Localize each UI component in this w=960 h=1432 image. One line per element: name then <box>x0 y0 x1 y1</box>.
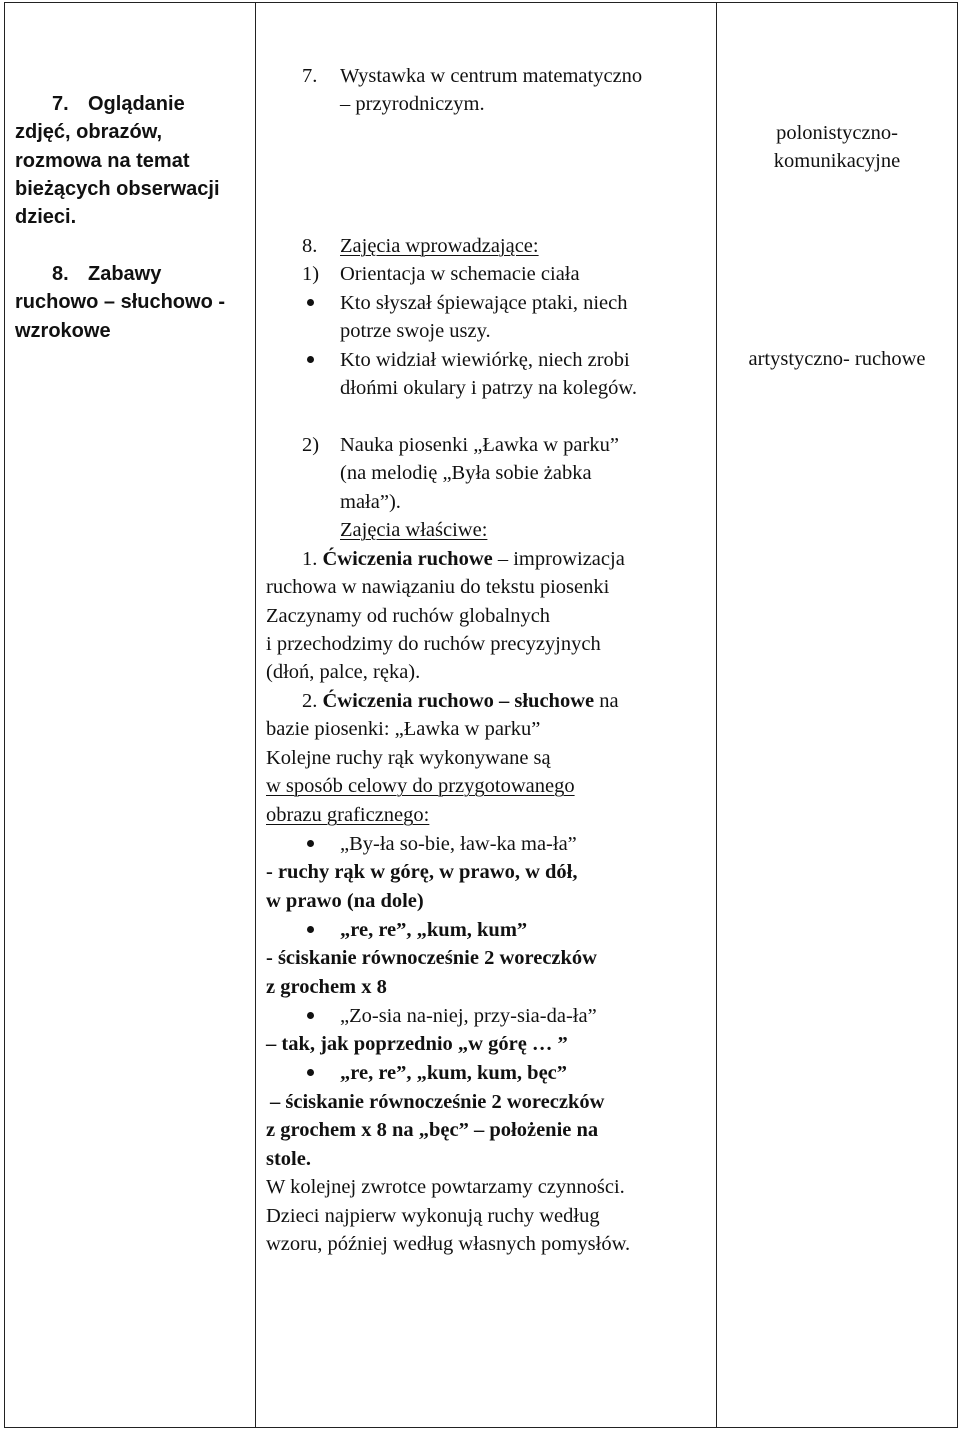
movement-description: z grochem x 8 na „bęc” – położenie na <box>266 1119 599 1141</box>
item-7-line: bieżących obserwacji <box>15 178 220 200</box>
exercise-2-underlined-line: w sposób celowy do przygotowanego <box>266 775 575 797</box>
main-section-title: Zajęcia właściwe: <box>340 519 488 541</box>
song-verse-line: „Zo-sia na-niej, przy-sia-da-ła” <box>340 1005 597 1027</box>
exercise-1-number: 1. <box>302 548 318 570</box>
subpoint-1-number: 1) <box>302 263 320 285</box>
item-8-line: Zabawy <box>88 263 162 285</box>
movement-description: - ściskanie równocześnie 2 woreczków <box>266 947 597 969</box>
movement-description: – ściskanie równocześnie 2 woreczków <box>270 1091 605 1113</box>
item-8-line: ruchowo – słuchowo - <box>15 291 226 313</box>
exercise-2-title: Ćwiczenia ruchowo – słuchowe <box>322 690 595 712</box>
bullet-icon <box>307 299 314 306</box>
item-7-number: 7. <box>52 93 69 115</box>
song-verse-line: „By-ła so-bie, ław-ka ma-ła” <box>340 833 577 855</box>
point-7-line: – przyrodniczym. <box>340 93 485 115</box>
point-7-number: 7. <box>302 65 318 87</box>
educational-area: polonistyczno- <box>776 122 898 144</box>
song-verse-line: „re, re”, „kum, kum” <box>340 919 528 941</box>
table-column-areas <box>716 2 958 1428</box>
movement-description: – tak, jak poprzednio „w górę … ” <box>266 1033 568 1055</box>
bullet-line: potrze swoje uszy. <box>340 320 491 342</box>
table-bottom-border <box>4 1427 958 1428</box>
item-7-line: dzieci. <box>15 206 77 228</box>
item-7-line: Oglądanie <box>88 93 185 115</box>
exercise-2-heading <box>302 689 619 713</box>
exercise-1-line: i przechodzimy do ruchów precyzyjnych <box>266 633 601 655</box>
exercise-1-title: Ćwiczenia ruchowe <box>322 548 493 570</box>
subpoint-2-line: mała”). <box>340 491 401 513</box>
bullet-icon <box>307 356 314 363</box>
educational-area: artystyczno- ruchowe <box>748 348 926 370</box>
bullet-line: dłońmi okulary i patrzy na kolegów. <box>340 377 637 399</box>
exercise-2-number: 2. <box>302 690 318 712</box>
exercise-1-title-rest: – improwizacja <box>492 548 625 570</box>
movement-description: w prawo (na dole) <box>266 890 424 912</box>
movement-description: z grochem x 8 <box>266 976 387 998</box>
exercise-2-underlined-line: obrazu graficznego: <box>266 804 430 826</box>
subpoint-2-number: 2) <box>302 434 320 456</box>
bullet-icon <box>307 1069 314 1076</box>
closing-line: Dzieci najpierw wykonują ruchy według <box>266 1205 600 1227</box>
item-8-number: 8. <box>52 263 69 285</box>
closing-line: W kolejnej zwrotce powtarzamy czynności. <box>266 1176 625 1198</box>
bullet-icon <box>307 840 314 847</box>
song-verse-line: „re, re”, „kum, kum, bęc” <box>340 1062 568 1084</box>
exercise-1-line: Zaczynamy od ruchów globalnych <box>266 605 551 627</box>
exercise-1-line: ruchowa w nawiązaniu do tekstu piosenki <box>266 576 610 598</box>
bullet-line: Kto widział wiewiórkę, niech zrobi <box>340 349 630 371</box>
exercise-1-heading <box>302 547 625 571</box>
item-8-line: wzrokowe <box>15 320 111 342</box>
bullet-line: Kto słyszał śpiewające ptaki, niech <box>340 292 628 314</box>
subpoint-2-line: Nauka piosenki „Ławka w parku” <box>340 434 619 456</box>
movement-description: stole. <box>266 1148 311 1170</box>
bullet-icon <box>307 926 314 933</box>
exercise-2-line: bazie piosenki: „Ławka w parku” <box>266 718 541 740</box>
subpoint-1-text: Orientacja w schemacie ciała <box>340 263 580 285</box>
bullet-icon <box>307 1012 314 1019</box>
exercise-2-title-rest: na <box>594 690 619 712</box>
point-7-line: Wystawka w centrum matematyczno <box>340 65 643 87</box>
exercise-2-line: Kolejne ruchy rąk wykonywane są <box>266 747 551 769</box>
subpoint-2-line: (na melodię „Była sobie żabka <box>340 462 592 484</box>
closing-line: wzoru, później według własnych pomysłów. <box>266 1233 631 1255</box>
movement-description: - ruchy rąk w górę, w prawo, w dół, <box>266 861 578 883</box>
exercise-1-line: (dłoń, palce, ręka). <box>266 661 421 683</box>
item-7-line: zdjęć, obrazów, <box>15 121 163 143</box>
point-8-number: 8. <box>302 235 318 257</box>
educational-area: komunikacyjne <box>773 150 901 172</box>
item-7-line: rozmowa na temat <box>15 150 190 172</box>
intro-section-title: Zajęcia wprowadzające: <box>340 235 539 257</box>
